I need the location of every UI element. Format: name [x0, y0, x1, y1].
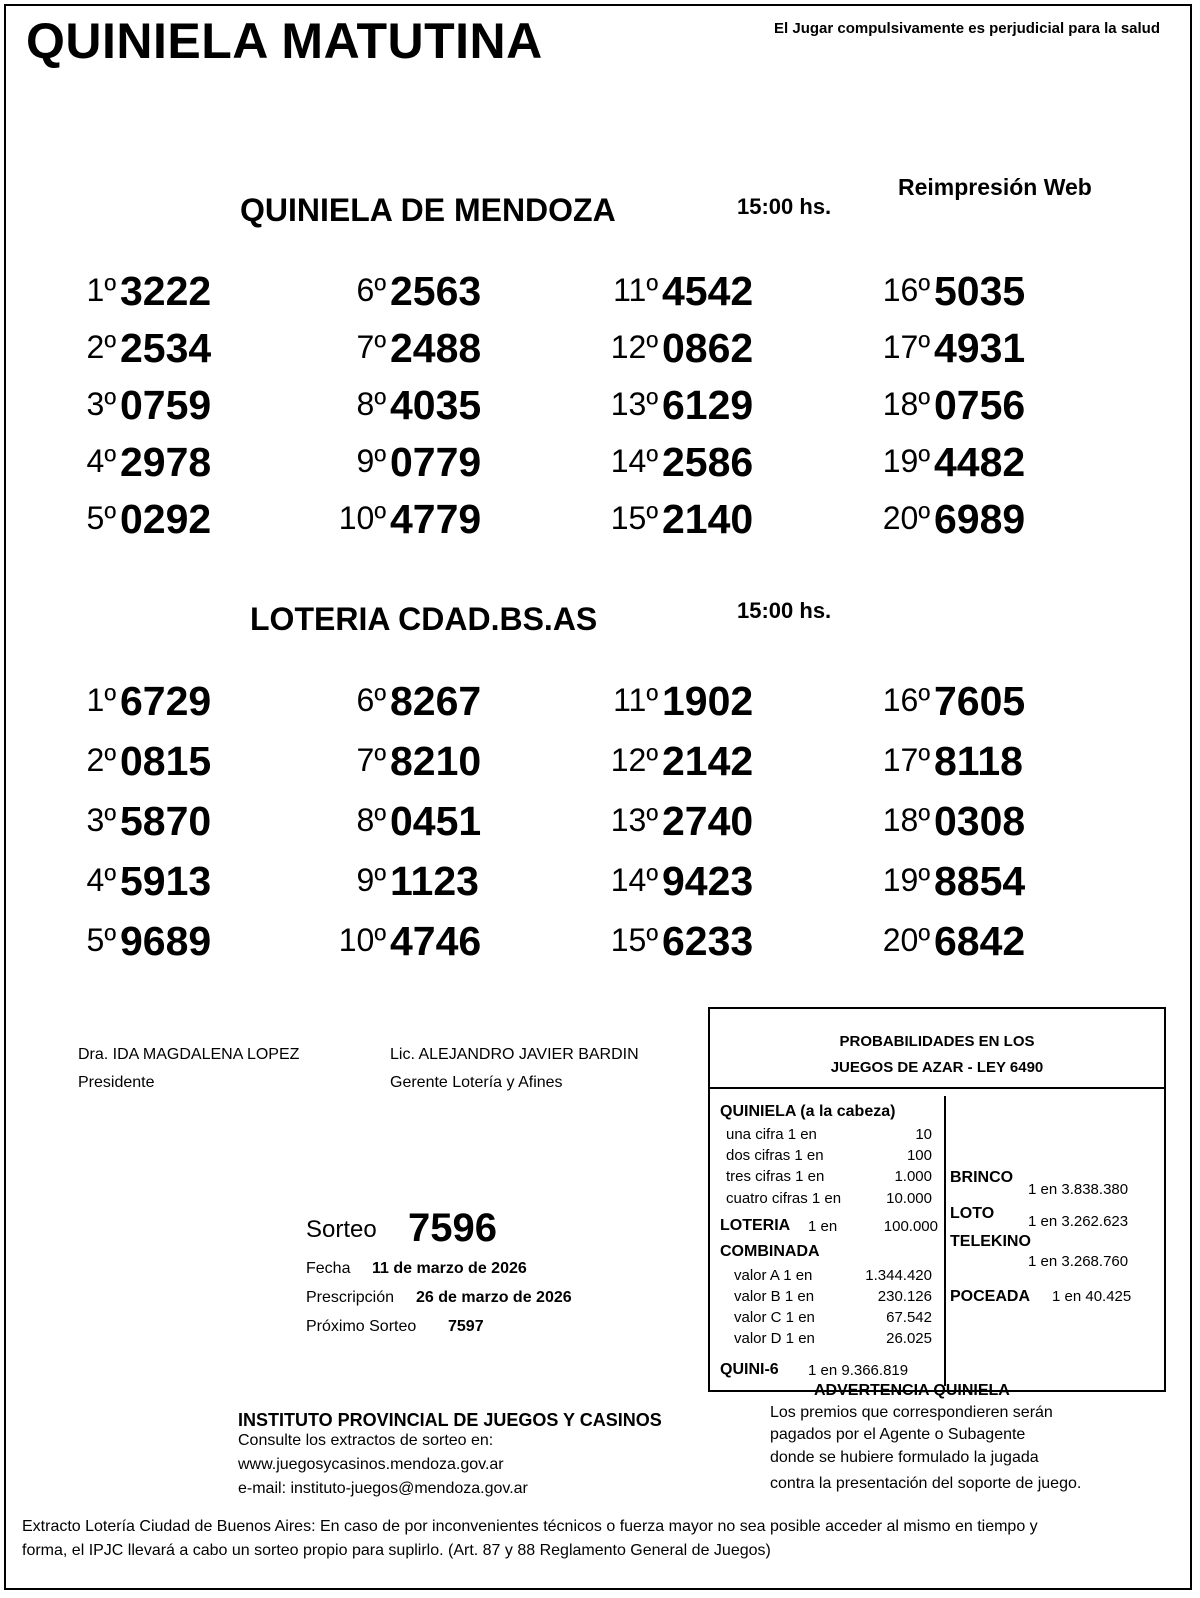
quiniela-prob-value: 10.000: [886, 1190, 932, 1207]
result-number: 2488: [390, 325, 482, 371]
result-position: 17º: [882, 742, 930, 778]
loteria-prob-prefix: 1 en: [808, 1218, 838, 1235]
result-position: 10º: [338, 922, 386, 958]
combinada-prob-value: 1.344.420: [865, 1267, 932, 1284]
result-position: 18º: [882, 386, 930, 422]
section-title-loteria: LOTERIA CDAD.BS.AS: [250, 601, 598, 637]
signature-name-2: Lic. ALEJANDRO JAVIER BARDIN: [390, 1046, 639, 1063]
footer-note-line2: forma, el IPJC llevará a cabo un sorteo propio para suplirlo. (Art. 87 y 88 Reglamento General de Juegos): [22, 1542, 771, 1559]
result-position: 2º: [86, 742, 116, 778]
result-position: 5º: [86, 922, 116, 958]
result-position: 7º: [356, 329, 386, 365]
footer-note-line1: Extracto Lotería Ciudad de Buenos Aires: En caso de por inconvenientes técnicos o fuerza mayor no sea posible acceder al mismo en tiempo y: [22, 1518, 1038, 1535]
result-number: 8118: [934, 738, 1023, 784]
result-position: 19º: [882, 862, 930, 898]
result-number: 5913: [120, 858, 212, 904]
combinada-prob-label: valor A 1 en: [734, 1267, 813, 1284]
result-number: 6729: [120, 678, 212, 724]
result-position: 3º: [86, 386, 116, 422]
result-position: 6º: [356, 272, 386, 308]
fecha-label: Fecha: [306, 1260, 351, 1277]
result-number: 4542: [662, 268, 754, 314]
result-number: 2978: [120, 439, 212, 485]
result-position: 4º: [86, 443, 116, 479]
loteria-prob-label: LOTERIA: [720, 1217, 791, 1234]
institute-website: www.juegosycasinos.mendoza.gov.ar: [238, 1456, 504, 1473]
quini6-prob-value: 1 en 9.366.819: [808, 1362, 909, 1379]
result-number: 2140: [662, 496, 754, 542]
result-number: 9423: [662, 858, 754, 904]
result-position: 8º: [356, 386, 386, 422]
institute-consult-line: Consulte los extractos de sorteo en:: [238, 1432, 494, 1449]
combinada-prob-label: valor C 1 en: [734, 1309, 815, 1326]
result-position: 9º: [356, 443, 386, 479]
result-position: 10º: [338, 500, 386, 536]
quiniela-prob-title: QUINIELA (a la cabeza): [720, 1103, 896, 1120]
result-position: 19º: [882, 443, 930, 479]
result-number: 0308: [934, 798, 1026, 844]
result-number: 2142: [662, 738, 754, 784]
probabilities-heading-line1: PROBABILIDADES EN LOS: [839, 1033, 1035, 1050]
probabilities-heading: [710, 1009, 1164, 1089]
result-position: 1º: [86, 272, 116, 308]
advertencia-line: pagados por el Agente o Subagente: [770, 1426, 1026, 1443]
loteria-prob-value: 100.000: [883, 1218, 938, 1235]
result-number: 9689: [120, 918, 212, 964]
result-number: 0292: [120, 496, 212, 542]
advertencia-line: Los premios que correspondieren serán: [770, 1404, 1053, 1421]
result-number: 2534: [120, 325, 212, 371]
combinada-prob-label: valor D 1 en: [734, 1330, 815, 1347]
result-number: 4931: [934, 325, 1026, 371]
combinada-prob-value: 26.025: [886, 1330, 932, 1347]
quiniela-prob-label: una cifra 1 en: [726, 1126, 817, 1143]
result-position: 16º: [882, 682, 930, 718]
sorteo-number: 7596: [408, 1206, 497, 1250]
result-number: 8267: [390, 678, 482, 724]
result-number: 4746: [390, 918, 482, 964]
result-position: 13º: [610, 802, 658, 838]
fecha-value: 11 de marzo de 2026: [372, 1260, 527, 1277]
result-position: 15º: [610, 500, 658, 536]
result-position: 20º: [882, 922, 930, 958]
result-position: 11º: [613, 682, 658, 718]
result-number: 6129: [662, 382, 754, 428]
health-warning: El Jugar compulsivamente es perjudicial para la salud: [774, 20, 1160, 37]
poceada-prob-label: POCEADA: [950, 1288, 1031, 1305]
loto-prob-value: 1 en 3.262.623: [1028, 1213, 1129, 1230]
prescripcion-value: 26 de marzo de 2026: [416, 1289, 572, 1306]
quiniela-prob-value: 10: [915, 1126, 932, 1143]
main-title: QUINIELA MATUTINA: [26, 13, 543, 69]
result-position: 16º: [882, 272, 930, 308]
result-position: 2º: [86, 329, 116, 365]
probabilities-divider: [944, 1096, 946, 1386]
section-title-mendoza: QUINIELA DE MENDOZA: [240, 192, 616, 228]
probabilities-box: [708, 1007, 1166, 1392]
section-time-mendoza: 15:00 hs.: [737, 194, 832, 219]
result-position: 15º: [610, 922, 658, 958]
quiniela-prob-label: dos cifras 1 en: [726, 1147, 824, 1164]
quiniela-prob-label: cuatro cifras 1 en: [726, 1190, 842, 1207]
result-number: 6233: [662, 918, 754, 964]
advertencia-line: donde se hubiere formulado la jugada: [770, 1449, 1039, 1466]
probabilities-heading-line2: JUEGOS DE AZAR - LEY 6490: [830, 1059, 1044, 1076]
loto-prob-label: LOTO: [950, 1205, 995, 1222]
result-position: 13º: [610, 386, 658, 422]
result-position: 20º: [882, 500, 930, 536]
result-number: 0779: [390, 439, 482, 485]
result-position: 6º: [356, 682, 386, 718]
poceada-prob-value: 1 en 40.425: [1052, 1288, 1132, 1305]
combinada-prob-label: valor B 1 en: [734, 1288, 815, 1305]
combinada-prob-title: COMBINADA: [720, 1243, 820, 1260]
result-position: 5º: [86, 500, 116, 536]
reprint-label: Reimpresión Web: [898, 174, 1092, 200]
telekino-prob-value: 1 en 3.268.760: [1028, 1253, 1129, 1270]
institute-name: INSTITUTO PROVINCIAL DE JUEGOS Y CASINOS: [238, 1410, 662, 1430]
result-position: 11º: [613, 272, 658, 308]
result-number: 1123: [390, 858, 479, 904]
advertencia-title: ADVERTENCIA QUINIELA: [814, 1382, 1010, 1399]
result-position: 1º: [86, 682, 116, 718]
quini6-prob-label: QUINI-6: [720, 1361, 779, 1378]
result-position: 9º: [356, 862, 386, 898]
prescripcion-label: Prescripción: [306, 1289, 395, 1306]
result-number: 6842: [934, 918, 1026, 964]
result-number: 1902: [662, 678, 754, 724]
combinada-prob-value: 67.542: [886, 1309, 932, 1326]
result-number: 2740: [662, 798, 754, 844]
result-position: 14º: [610, 862, 658, 898]
result-number: 0451: [390, 798, 482, 844]
proximo-value: 7597: [448, 1318, 484, 1335]
result-number: 4482: [934, 439, 1026, 485]
signature-name-1: Dra. IDA MAGDALENA LOPEZ: [78, 1046, 300, 1063]
result-number: 4035: [390, 382, 482, 428]
sorteo-label: Sorteo: [306, 1216, 377, 1243]
brinco-prob-label: BRINCO: [950, 1169, 1014, 1186]
section-time-loteria: 15:00 hs.: [737, 598, 832, 623]
result-number: 6989: [934, 496, 1026, 542]
result-number: 0759: [120, 382, 212, 428]
result-position: 12º: [610, 329, 658, 365]
quiniela-prob-value: 1.000: [894, 1168, 932, 1185]
result-number: 5035: [934, 268, 1026, 314]
signature-role-1: Presidente: [78, 1074, 155, 1091]
result-number: 2563: [390, 268, 482, 314]
result-number: 0756: [934, 382, 1026, 428]
proximo-label: Próximo Sorteo: [306, 1318, 417, 1335]
result-number: 2586: [662, 439, 754, 485]
result-position: 7º: [356, 742, 386, 778]
result-position: 17º: [882, 329, 930, 365]
result-position: 3º: [86, 802, 116, 838]
result-number: 7605: [934, 678, 1026, 724]
brinco-prob-value: 1 en 3.838.380: [1028, 1181, 1129, 1198]
signature-role-2: Gerente Lotería y Afines: [390, 1074, 563, 1091]
combinada-prob-value: 230.126: [877, 1288, 932, 1305]
result-number: 8210: [390, 738, 482, 784]
result-position: 8º: [356, 802, 386, 838]
result-position: 14º: [610, 443, 658, 479]
result-number: 0862: [662, 325, 754, 371]
result-position: 18º: [882, 802, 930, 838]
result-number: 5870: [120, 798, 212, 844]
document-page: [4, 4, 1192, 1590]
result-number: 0815: [120, 738, 212, 784]
quiniela-prob-label: tres cifras 1 en: [726, 1168, 825, 1185]
result-position: 4º: [86, 862, 116, 898]
result-number: 3222: [120, 268, 212, 314]
quiniela-prob-value: 100: [906, 1147, 932, 1164]
telekino-prob-label: TELEKINO: [950, 1233, 1031, 1250]
result-number: 4779: [390, 496, 482, 542]
institute-email: e-mail: instituto-juegos@mendoza.gov.ar: [238, 1480, 528, 1497]
advertencia-line: contra la presentación del soporte de juego.: [770, 1475, 1082, 1492]
result-position: 12º: [610, 742, 658, 778]
result-number: 8854: [934, 858, 1026, 904]
